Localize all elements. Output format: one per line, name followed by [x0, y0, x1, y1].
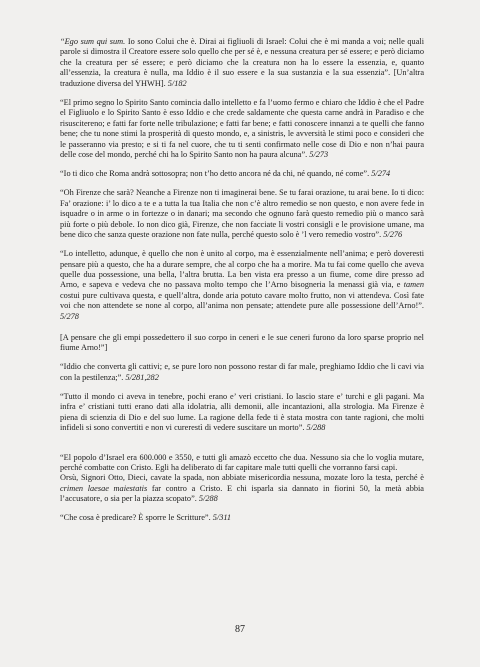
quote-paragraph	[60, 169, 424, 179]
source-reference: 5/281,282	[125, 372, 159, 382]
quote-paragraph	[60, 513, 424, 523]
source-reference: 5/274	[371, 169, 391, 179]
text-run: “Io ti dico che Roma andrà sottosopra; non t’ho detto ancora né da chi, né quando, né come”.	[60, 169, 372, 179]
text-run: “Ego sum qui sum.	[60, 37, 126, 46]
text-run: costui pure cultivava questa, e quell’altra, donde aria potuto cavare molto frutto, non vi attendeva. Così fate voi che non attendete se none al corpo, all’anima non pensate; attendete pure alle possessione dell’Arno!”.	[60, 290, 424, 311]
page-number: 87	[235, 624, 245, 635]
source-reference: 5/182	[167, 78, 187, 88]
text-run: “El primo segno lo Spirito Santo comincia dallo intelletto e fa l’uomo fermo e chiaro che Iddio è che el Padre el Figliuolo e lo Spirito Santo è esso Iddio e che crede saldamente che questa carne andrà in Paradiso e che risuscitereno; e fatti far forte nelle tribulazione; e fatti far bene; e fatti conoscere innanzi a te quelli che fanno bene; che tu none stimi la prosperità di questo mondo, e, a sinistris, le avversità le stimi poco e consideri che le passeranno via presto; e si ti fa nel cuore, che tu ti senti confirmato nelle cose di Dio e non n’hai paura delle cose del mondo, perché chi ha lo Spirito Santo non ha paura alcuna”.	[60, 97, 424, 160]
quote-paragraph	[60, 249, 424, 354]
text-run: Io sono Colui che è. Dirai ai figliuoli di Israel: Colui che è mi manda a voi; nelle quali parole si dimostra il Creatore essere solo quello che per sé è, e nessuna creatura per sé essere; e però diciamo che la creatura per sé essere; e però diciamo che la creatura non ha lo essere la essenzia, e, quanto all’essenzia, la creatura è nulla, ma Iddio è il suo essere e la sua sustanzia e la sua essenzia”. [Un’altra traduzione diversa del YHWH].	[60, 37, 424, 88]
source-reference: 5/276	[383, 230, 403, 240]
body-text	[60, 37, 424, 524]
text-run: tamen	[403, 280, 424, 290]
text-run: “El popolo d’Israel era 600.000 e 3550, e tutti gli amazò eccetto che dua. Nessuno sia che lo voglia mutare, perché combatte con Cristo. Egli ha deliberato di far capitare male tutti quelli che vorranno farsi capi. Orsù, Signori Otto, Dieci, cavate la spada, non abbiate misericordia nessuna, mozate loro la testa, perché è	[60, 452, 424, 483]
text-run: “Lo intelletto, adunque, è quello che non è unito al corpo, ma è essenzialmente nell’anima; e però doveresti pensare più a questo, che ha a durare sempre, che al corpo che ha a morire. Ma tu fai come quello che aveva quelle dua possessione, una bella, l’altra brutta. La ben vista era presso a un fiume, come dire presso ad Arno, e sapeva e vedeva che no passava molto tempo che l’Arno bisogneria la menassi già via, e	[60, 249, 424, 290]
quote-paragraph	[60, 362, 424, 383]
quote-paragraph	[60, 98, 424, 161]
text-run: crimen laesae maiestatis	[60, 483, 148, 493]
text-run: “Oh Firenze che sarà? Neanche a Firenze non ti imaginerai bene. Se tu farai orazione, tu arai bene. Io ti dico: Fa’ orazione: i’ lo dico a te e a tutta la tua Italia che non c’è altro remedio se non questo, e non avere fede in isquadre o in arme o in fortezze o in danari; ma secondo che ognuno farà questo remedio più o manco sarà più forte o più debole. Io non dico già, Firenze, che non facciate li vostri consigli e le provisione umane, ma bene dico che sanza queste orazione non fate nulla, perché questo solo è ’l vero remedio vostro”.	[60, 188, 424, 240]
text-run: far contro a Cristo. E chi isparla sia dannato in fiorini 50, la metà abbia l’accusatore, o sia per la piazza scopato”.	[60, 483, 424, 504]
text-run: “Tutto il mondo ci aveva in tenebre, pochi erano e’ veri cristiani. Io lascio stare e’ turchi e gli pagani. Ma infra e’ cristiani tutti erano dati alla idolatria, alli demonii, alle incantazioni, alla strologia. Ma Firenze è piena di scienzia di Dio e del suo lume. La ragione della fede ti è stata mostra con tante ragioni, che molti infideli si sono convertiti e non vi curerestì di vedere suscitare un morto”.	[60, 391, 424, 433]
source-reference: 5/273	[309, 150, 329, 160]
quote-paragraph	[60, 392, 424, 434]
source-reference: 5/288	[198, 494, 218, 504]
source-reference: 5/278	[60, 311, 79, 321]
quote-paragraph	[60, 442, 424, 505]
quote-paragraph	[60, 188, 424, 240]
quote-paragraph	[60, 37, 424, 89]
text-run: “Che cosa è predicare? È sporre le Scritture”.	[60, 513, 213, 523]
text-run: [A pensare che gli empi possedettero il suo corpo in ceneri e le sue ceneri furono da loro sparse proprio nel fiume Arno!”]	[60, 332, 424, 353]
text-run: “Iddio che converta gli cattivi; e, se pure loro non possono restar di far male, preghiamo Iddio che li cavi via con la pestilenza;”.	[60, 362, 424, 382]
source-reference: 5/311	[212, 513, 232, 523]
source-reference: 5/288	[306, 423, 326, 433]
